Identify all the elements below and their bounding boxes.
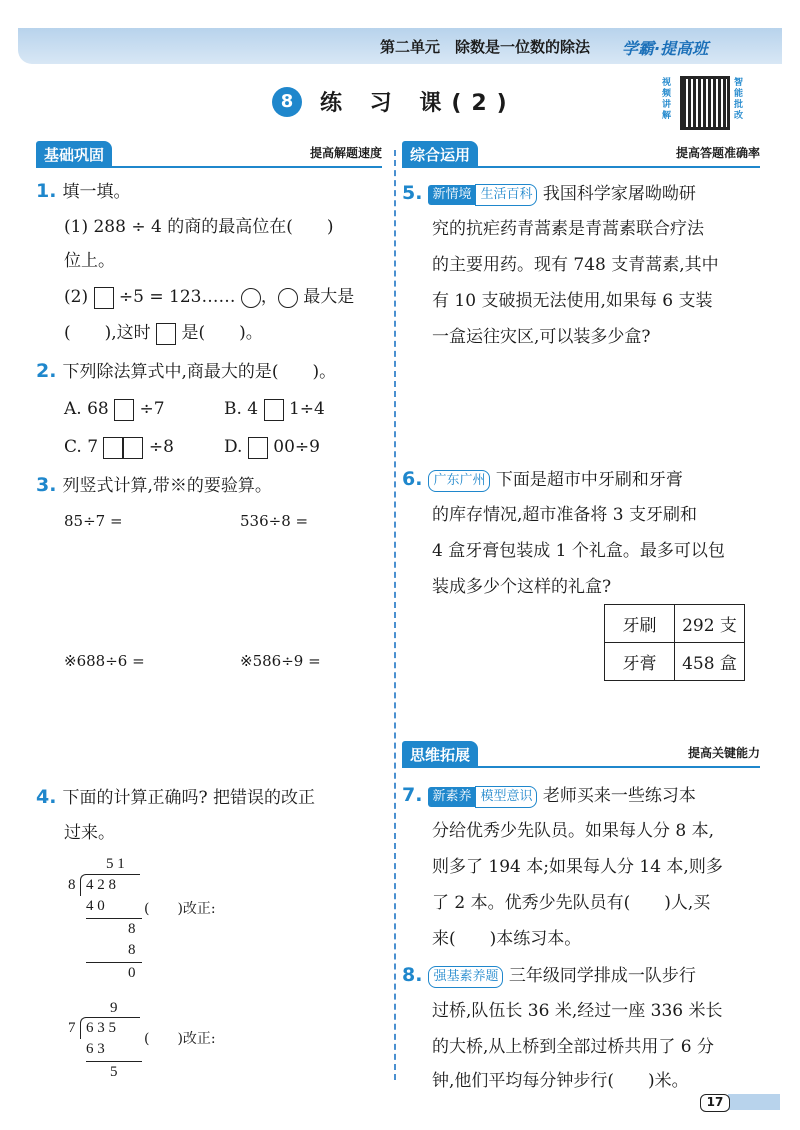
- blank-circle[interactable]: [241, 288, 261, 308]
- qr-label-left: 视频讲解: [662, 78, 672, 121]
- table-row: 牙膏 458 盒: [605, 643, 745, 681]
- section-apply-label: 综合运用: [402, 141, 478, 168]
- division1-divisor: 8: [68, 877, 76, 893]
- division1-rem2: 0: [128, 965, 136, 981]
- q7-line5: 来( )本练习本。: [432, 929, 582, 949]
- division1-step2: 8: [128, 942, 136, 958]
- blank-circle[interactable]: [278, 288, 298, 308]
- section-basic-label: 基础巩固: [36, 141, 112, 168]
- section-apply-goal: 提高答题准确率: [675, 146, 760, 160]
- q5-line4: 有 10 支破损无法使用,如果每 6 支装: [432, 291, 713, 311]
- q6-line4: 装成多少个这样的礼盒?: [432, 577, 612, 597]
- division1-rem1: 8: [128, 921, 136, 937]
- q2-option-a[interactable]: A. 68 ÷7: [64, 399, 165, 419]
- q3-expr-3: ※688÷6 =: [64, 652, 145, 670]
- q4-title: 4. 下面的计算正确吗? 把错误的改正: [36, 786, 315, 808]
- q3-expr-2: 536÷8 =: [240, 512, 309, 530]
- q5-line2: 究的抗疟药青蒿素是青蒿素联合疗法: [432, 219, 704, 239]
- q7-line3: 则多了 194 本;如果每人分 14 本,则多: [432, 857, 723, 877]
- lesson-number: 8: [272, 87, 302, 117]
- q1-part2: (2) ÷5 = 123…… ， 最大是: [64, 287, 355, 307]
- q1-part2b: ( ),这时 是( )。: [64, 323, 263, 343]
- q6-line1: 6. 广东广州 下面是超市中牙刷和牙膏: [402, 468, 683, 490]
- q8-line2: 过桥,队伍长 36 米,经过一座 336 米长: [432, 1001, 723, 1021]
- q2-option-d[interactable]: D. 00÷9: [224, 437, 320, 457]
- q1-part1: (1) 288 ÷ 4 的商的最高位在( ): [64, 217, 334, 237]
- division2-divisor: 7: [68, 1020, 76, 1036]
- q5-line1: 5. 新情境 生活百科 我国科学家屠呦呦研: [402, 182, 696, 204]
- qr-code[interactable]: [662, 74, 746, 136]
- blank-box[interactable]: [156, 323, 176, 345]
- q3-expr-1: 85÷7 =: [64, 512, 123, 530]
- section-extend-goal: 提高关键能力: [687, 746, 760, 760]
- q2-option-c[interactable]: C. 7 ÷8: [64, 437, 174, 457]
- qr-code-image: [680, 76, 730, 130]
- q3-expr-4: ※586÷9 =: [240, 652, 321, 670]
- table-row: 牙刷 292 支: [605, 605, 745, 643]
- tag-basic: 强基素养题: [428, 966, 503, 988]
- q4-title-2: 过来。: [64, 823, 115, 843]
- page-number: 17: [700, 1094, 730, 1112]
- page-bar: [728, 1094, 780, 1110]
- inventory-table: [604, 604, 745, 681]
- q5-line5: 一盒运往灾区,可以装多少盒?: [432, 327, 651, 347]
- division1-fix[interactable]: ( )改正:: [144, 901, 216, 917]
- section-apply: [402, 142, 760, 168]
- section-basic: [36, 142, 382, 168]
- q3-title: 3. 列竖式计算,带※的要验算。: [36, 474, 272, 496]
- division2-rem1: 5: [110, 1064, 118, 1080]
- division2-quotient: 9: [110, 1000, 118, 1016]
- q7-line1: 7. 新素养 模型意识 老师买来一些练习本: [402, 784, 696, 806]
- q5-line3: 的主要用药。现有 748 支青蒿素,其中: [432, 255, 719, 275]
- division2-step1: 6 3: [86, 1041, 105, 1057]
- q7-line2: 分给优秀少先队员。如果每人分 8 本,: [432, 821, 715, 841]
- column-divider: [394, 150, 396, 1080]
- q2-title: 2. 下列除法算式中,商最大的是( )。: [36, 360, 337, 382]
- qr-label-right: 智能批改: [734, 78, 744, 121]
- lesson-title-text: 练 习 课(2): [320, 91, 517, 116]
- tag-literacy: 新素养: [428, 787, 475, 807]
- section-basic-goal: 提高解题速度: [309, 146, 382, 160]
- unit-title: 第二单元 除数是一位数的除法: [380, 38, 591, 56]
- tag-model: 模型意识: [475, 786, 537, 808]
- division2-dividend: 6 3 5: [86, 1020, 116, 1036]
- q6-line2: 的库存情况,超市准备将 3 支牙刷和: [432, 505, 698, 525]
- series-title: 学霸·提高班: [622, 39, 709, 58]
- tag-life: 生活百科: [475, 184, 537, 206]
- division1-dividend: 4 2 8: [86, 877, 116, 893]
- tag-region: 广东广州: [428, 470, 490, 492]
- tag-new-context: 新情境: [428, 185, 475, 205]
- division1-quotient: 5 1: [106, 856, 125, 872]
- q8-line1: 8. 强基素养题 三年级同学排成一队步行: [402, 964, 696, 986]
- division1-step1: 4 0: [86, 898, 105, 914]
- q1-title: 1. 填一填。: [36, 180, 131, 202]
- q7-line4: 了 2 本。优秀少先队员有( )人,买: [432, 893, 711, 913]
- lesson-title: [272, 86, 517, 117]
- section-extend-label: 思维拓展: [402, 741, 478, 768]
- section-extend: [402, 742, 760, 768]
- q8-line3: 的大桥,从上桥到全部过桥共用了 6 分: [432, 1037, 715, 1057]
- division2-fix[interactable]: ( )改正:: [144, 1031, 216, 1047]
- q8-line4: 钟,他们平均每分钟步行( )米。: [432, 1071, 689, 1091]
- q2-option-b[interactable]: B. 4 1÷4: [224, 399, 325, 419]
- q1-part1b: 位上。: [64, 251, 115, 271]
- blank-box[interactable]: [94, 287, 114, 309]
- q6-line3: 4 盒牙膏包装成 1 个礼盒。最多可以包: [432, 541, 725, 561]
